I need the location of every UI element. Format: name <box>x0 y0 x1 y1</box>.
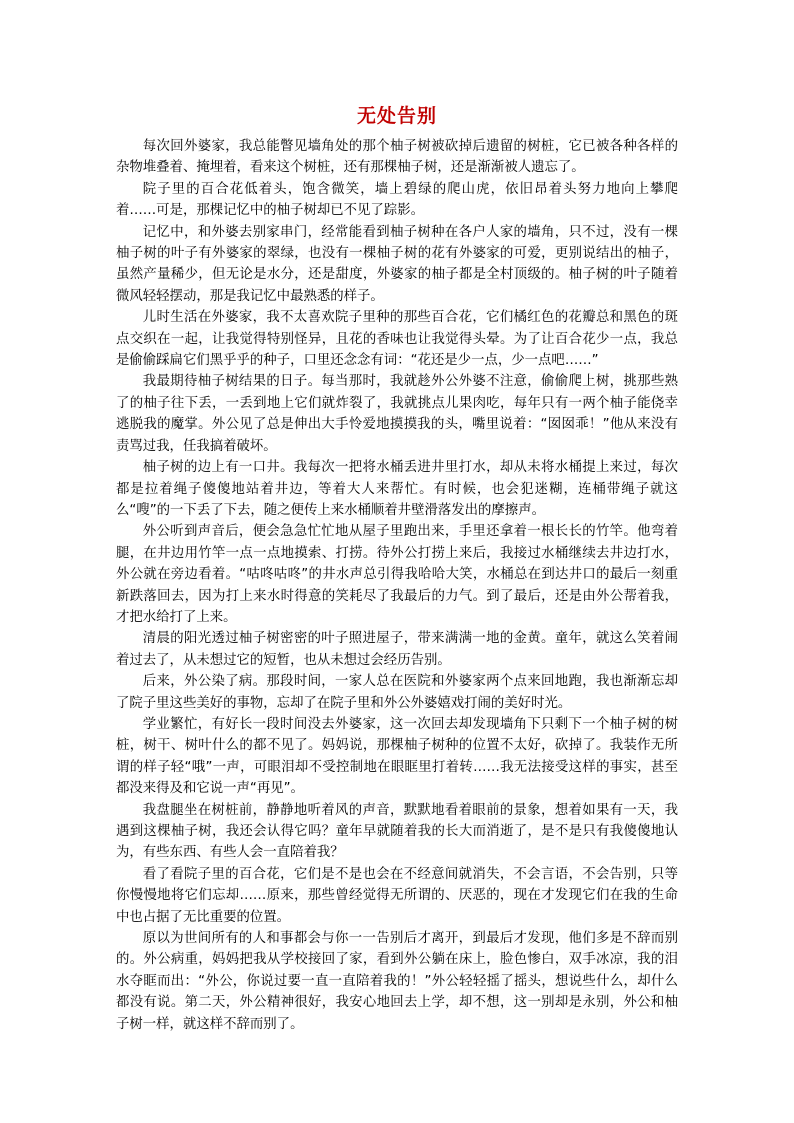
paragraph: 看了看院子里的百合花，它们是不是也会在不经意间就消失，不会言语，不会告别，只等你慢慢地将它们忘却……原来，那些曾经觉得无所谓的、厌恶的，现在才发现它们在我的生命中也占据了无比重要的位置。 <box>116 866 678 925</box>
paragraph: 外公听到声音后，便会急急忙忙地从屋子里跑出来，手里还拿着一根长长的竹竿。他弯着腿，在井边用竹竿一点一点地摸索、打捞。待外公打捞上来后，我接过水桶继续去井边打水，外公就在旁边看着。“咕咚咕咚”的井水声总引得我哈哈大笑，水桶总在到达井口的最后一刻重新跌落回去，因为打上来水时得意的笑耗尽了我最后的力气。到了最后，还是由外公帮着我，才把水给打了上来。 <box>116 524 678 625</box>
document-page <box>116 104 678 1035</box>
paragraph: 每次回外婆家，我总能瞥见墙角处的那个柚子树被砍掉后遗留的树桩，它已被各种各样的杂物堆叠着、掩埋着，看来这个树桩，还有那棵柚子树，还是渐渐被人遗忘了。 <box>116 139 678 176</box>
paragraph: 记忆中，和外婆去别家串门，经常能看到柚子树种在各户人家的墙角，只不过，没有一棵柚子树的叶子有外婆家的翠绿，也没有一棵柚子树的花有外婆家的可爱，更别说结出的柚子，虽然产量稀少，但无论是水分，还是甜度，外婆家的柚子都是全村顶级的。柚子树的叶子随着微风轻轻摆动，那是我记忆中最熟悉的样子。 <box>116 224 678 304</box>
article-body <box>116 136 678 1035</box>
paragraph: 学业繁忙，有好长一段时间没去外婆家，这一次回去却发现墙角下只剩下一个柚子树的树桩，树干、树叶什么的都不见了。妈妈说，那棵柚子树种的位置不太好，砍掉了。我装作无所谓的样子轻“哦”一声，可眼泪却不受控制地在眼眶里打着转……我无法接受这样的事实，甚至都没来得及和它说一声“再见”。 <box>116 716 678 797</box>
article-title: 无处告别 <box>356 105 437 127</box>
paragraph: 原以为世间所有的人和事都会与你一一告别后才离开，到最后才发现，他们多是不辞而别的。外公病重，妈妈把我从学校接回了家，看到外公躺在床上，脸色惨白，双手冰凉，我的泪水夺眶而出：“外公，你说过要一直一直陪着我的！”外公轻轻摇了摇头，想说些什么，却什么都没有说。第二天，外公精神很好，我安心地回去上学，却不想，这一别却是永别，外公和柚子树一样，就这样不辞而别了。 <box>116 931 678 1032</box>
paragraph: 我盘腿坐在树桩前，静静地听着风的声音，默默地看着眼前的景象，想着如果有一天，我遇到这棵柚子树，我还会认得它吗？童年早就随着我的长大而消逝了，是不是只有我傻傻地认为，有些东西、有些人会一直陪着我？ <box>116 802 678 861</box>
paragraph: 院子里的百合花低着头，饱含微笑，墙上碧绿的爬山虎，依旧昂着头努力地向上攀爬着……可是，那棵记忆中的柚子树却已不见了踪影。 <box>116 181 678 219</box>
paragraph: 后来，外公染了病。那段时间，一家人总在医院和外婆家两个点来回地跑，我也渐渐忘却了院子里这些美好的事物，忘却了在院子里和外公外婆嬉戏打闹的美好时光。 <box>116 674 678 711</box>
paragraph: 清晨的阳光透过柚子树密密的叶子照进屋子，带来满满一地的金黄。童年，就这么笑着闹着过去了，从未想过它的短暂，也从未想过会经历告别。 <box>116 631 678 668</box>
paragraph: 我最期待柚子树结果的日子。每当那时，我就趁外公外婆不注意，偷偷爬上树，挑那些熟了的柚子往下丢，一丢到地上它们就炸裂了，我就挑点儿果肉吃，每年只有一两个柚子能侥幸逃脱我的魔掌。外公见了总是伸出大手怜爱地摸摸我的头，嘴里说着：“囡囡乖！”他从来没有责骂过我，任我搞着破坏。 <box>116 374 678 454</box>
paragraph: 柚子树的边上有一口井。我每次一把将水桶丢进井里打水，却从未将水桶提上来过，每次都是拉着绳子傻傻地站着井边，等着大人来帮忙。有时候，也会犯迷糊，连桶带绳子就这么“嗖”的一下丢了下去，随之便传上来水桶顺着井壁滑落发出的摩擦声。 <box>116 460 678 518</box>
paragraph: 儿时生活在外婆家，我不太喜欢院子里种的那些百合花，它们橘红色的花瓣总和黑色的斑点交织在一起，让我觉得特别怪异，且花的香味也让我觉得头晕。为了让百合花少一点，我总是偷偷踩扁它们黑乎乎的种子，口里还念念有词：“花还是少一点，少一点吧……” <box>116 310 678 369</box>
